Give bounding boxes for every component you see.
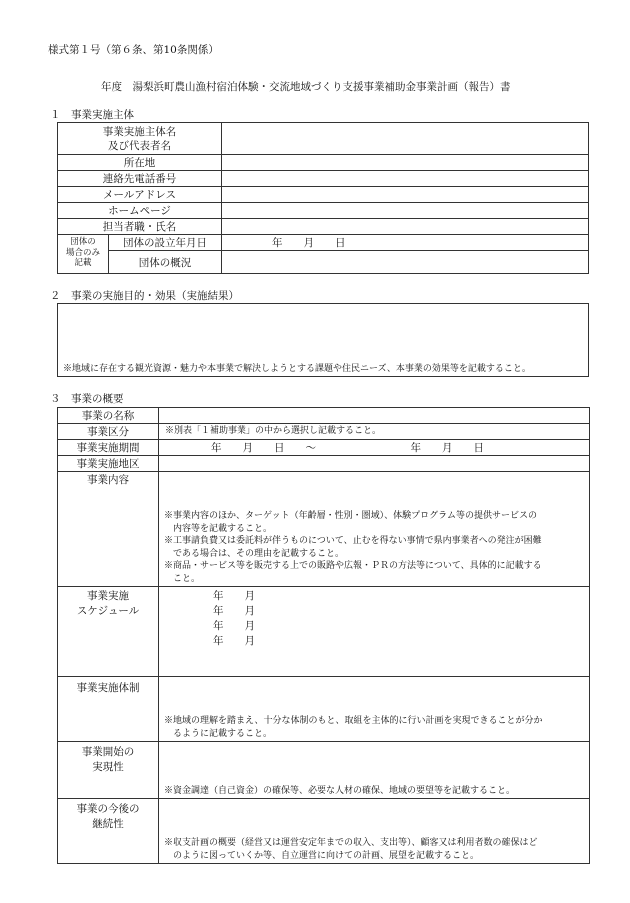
group-only-label: 団体の 場合のみ 記載 [58, 235, 109, 274]
contact-field[interactable] [222, 219, 589, 235]
content-note: ※工事請負費又は委託料が伴うものについて、止むを得ない事情で県内事業者への発注が困難 [164, 536, 542, 546]
schedule-row: 年 月 [213, 620, 255, 632]
email-field[interactable] [222, 187, 589, 203]
content-note: ※事業内容のほか、ターゲット（年齢層・性別・圏域）、体験プログラム等の提供サービスの [164, 511, 538, 521]
org-name-label: 事業実施主体名 及び代表者名 [58, 123, 222, 155]
section1-table [57, 122, 589, 274]
feasibility-note: ※資金調達（自己資金）の確保等、必要な人材の確保、地域の要望等を記載すること。 [164, 785, 516, 796]
area-field[interactable] [159, 456, 590, 472]
continuity-note: のように図っていくか等、自立運営に向けての計画、展望を記載すること。 [164, 850, 480, 861]
structure-note: ※地域の理解を踏まえ、十分な体制のもと、取組を主体的に行い計画を実現できることが分か [164, 716, 543, 726]
content-label: 事業内容 [58, 472, 159, 587]
schedule-row: 年 月 [213, 590, 255, 602]
continuity-label: 事業の今後の 継続性 [58, 799, 159, 864]
schedule-field[interactable] [159, 587, 590, 677]
content-note: こと。 [164, 573, 201, 584]
category-field[interactable]: ※別表「１補助事業」の中から選択し記載すること。 [159, 424, 590, 440]
business-name-field[interactable] [159, 408, 590, 424]
content-field[interactable] [159, 472, 590, 587]
phone-field[interactable] [222, 171, 589, 187]
founded-label: 団体の設立年月日 [109, 235, 222, 251]
content-note: である場合は、その理由を記載すること。 [164, 548, 345, 559]
address-label: 所在地 [58, 155, 222, 171]
form-number: 様式第１号（第６条、第10条関係） [48, 44, 219, 56]
area-label: 事業実施地区 [58, 456, 159, 472]
continuity-note: ※収支計画の概要（経営又は運営安定年までの収入、支出等）、顧客又は利用者数の確保はど [164, 838, 538, 848]
email-label: メールアドレス [58, 187, 222, 203]
structure-note: るように記載すること。 [164, 728, 273, 739]
section3-table [57, 407, 590, 864]
structure-label: 事業実施体制 [58, 677, 159, 742]
section2-heading: ２ 事業の実施目的・効果（実施結果） [50, 290, 239, 302]
homepage-label: ホームページ [58, 203, 222, 219]
section3-heading: ３ 事業の概要 [50, 393, 124, 405]
feasibility-field[interactable] [159, 742, 590, 799]
schedule-row: 年 月 [213, 605, 255, 617]
overview-field[interactable] [222, 251, 589, 274]
period-field[interactable]: 年 月 日 ～ 年 月 日 [159, 440, 590, 456]
category-label: 事業区分 [58, 424, 159, 440]
schedule-label: 事業実施 スケジュール [58, 587, 159, 677]
continuity-field[interactable] [159, 799, 590, 864]
overview-label: 団体の概況 [109, 251, 222, 274]
section1-heading: １ 事業実施主体 [50, 109, 134, 121]
feasibility-label: 事業開始の 実現性 [58, 742, 159, 799]
org-name-field[interactable] [222, 123, 589, 155]
content-note: 内容等を記載すること。 [164, 523, 273, 534]
business-name-label: 事業の名称 [58, 408, 159, 424]
purpose-field[interactable] [57, 303, 589, 377]
purpose-note: ※地域に存在する観光資源・魅力や本事業で解決しようとする課題や住民ニーズ、本事業の効果等を記載すること。 [63, 363, 531, 374]
structure-field[interactable] [159, 677, 590, 742]
page-title: 年度 湯梨浜町農山漁村宿泊体験・交流地域づくり支援事業補助金事業計画（報告）書 [101, 81, 511, 93]
period-label: 事業実施期間 [58, 440, 159, 456]
phone-label: 連絡先電話番号 [58, 171, 222, 187]
founded-field[interactable]: 年 月 日 [222, 235, 589, 251]
address-field[interactable] [222, 155, 589, 171]
schedule-row: 年 月 [213, 635, 255, 647]
homepage-field[interactable] [222, 203, 589, 219]
content-note: ※商品・サービス等を販売する上での販路や広報・ＰＲの方法等について、具体的に記載する [164, 561, 542, 571]
contact-label: 担当者職・氏名 [58, 219, 222, 235]
